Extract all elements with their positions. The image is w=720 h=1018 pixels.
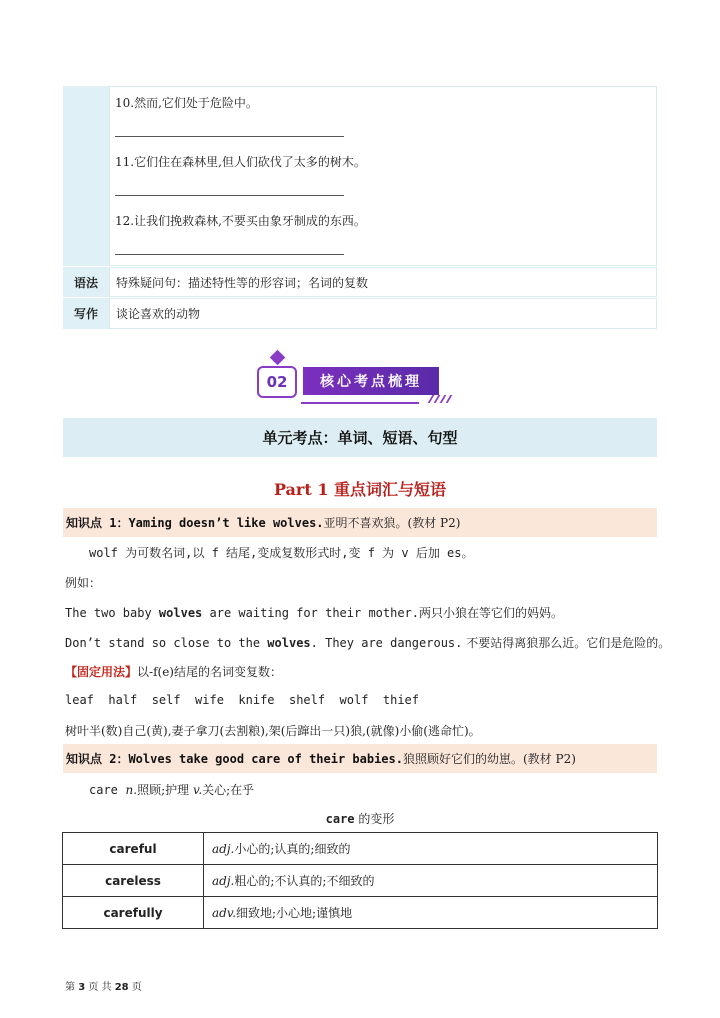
sentence-12: 12.让我们挽救森林,不要买由象牙制成的东西。	[115, 214, 366, 228]
knowledge-point-1	[63, 508, 657, 537]
answer-line-12	[115, 254, 344, 255]
part-title: Part 1 重点词汇与短语	[273, 480, 447, 499]
total-pages: 28	[114, 982, 129, 993]
care-word: care	[89, 783, 118, 797]
ex2-keyword: wolves	[267, 636, 311, 650]
fixed-usage-text: 以-f(e)结尾的名词变复数：	[137, 665, 282, 679]
example-1	[65, 604, 563, 621]
badge-diamond-icon	[270, 350, 286, 366]
kp1-desc: 亚明不喜欢狼。(教材 P2)	[323, 516, 461, 530]
page-number: 3	[78, 982, 86, 993]
grammar-text: 特殊疑问句：描述特性等的形容词；名词的复数	[109, 267, 657, 297]
footer-text: 页 共	[85, 982, 115, 993]
meaning-cell	[204, 833, 658, 865]
sentence-11: 11.它们住在森林里,但人们砍伐了太多的树木。	[115, 155, 366, 169]
category-cell-blank	[63, 86, 109, 266]
ex2-translation: 不要站得离狼那么近。它们是危险的。	[462, 636, 671, 650]
kp2-desc: 狼照顾好它们的幼崽。(教材 P2)	[403, 752, 576, 766]
care-definition	[89, 781, 254, 798]
sentence-cell	[109, 86, 657, 266]
caption-text: 的变形	[354, 812, 395, 826]
mnemonic: 树叶半(数)自己(黄),妻子拿刀(去割粮),架(后蹿出一只)狼,(就像)小偷(逃命忙)。	[65, 724, 481, 738]
fixed-usage	[65, 663, 282, 680]
meaning-cell	[204, 897, 658, 929]
table-row	[63, 833, 658, 865]
kp1-note: wolf 为可数名词,以 f 结尾,变成复数形式时,变 f 为 v 后加 es。	[89, 546, 474, 560]
ex1-keyword: wolves	[158, 606, 203, 620]
page-footer	[65, 978, 142, 993]
sentence-10: 10.然而,它们处于危险中。	[115, 96, 258, 110]
kp2-title: 知识点 2：Wolves take good care of their babies.	[66, 752, 403, 766]
ex1-part: are waiting for their mother.	[202, 606, 420, 620]
pos-noun: n.	[125, 783, 138, 797]
word-cell: careful	[63, 833, 204, 865]
fixed-usage-label: 【固定用法】	[65, 665, 138, 679]
unit-banner: 单元考点：单词、短语、句型	[63, 418, 657, 457]
word-cell: careless	[63, 865, 204, 897]
ex1-translation: 两只小狼在等它们的妈妈。	[419, 606, 564, 620]
answer-line-10	[115, 136, 344, 137]
top-table	[63, 86, 657, 329]
noun-meaning: 照顾;护理	[137, 783, 190, 797]
verb-meaning: 关心;在乎	[202, 783, 255, 797]
ex2-part: . They are dangerous.	[310, 636, 463, 650]
meaning: 小心的;认真的;细致的	[234, 842, 351, 856]
writing-text: 谈论喜欢的动物	[109, 298, 657, 329]
care-forms-table	[62, 832, 658, 929]
pos: adj.	[212, 842, 235, 856]
caption-word: care	[325, 812, 355, 826]
ex1-part: The two baby	[65, 606, 159, 620]
f-words-list: leaf half self wife knife shelf wolf thief	[65, 693, 420, 707]
section-title: 核心考点梳理	[303, 367, 439, 395]
meaning: 细致地;小心地;谨慎地	[236, 906, 353, 920]
knowledge-point-2	[63, 744, 657, 773]
writing-label: 写作	[63, 298, 109, 329]
pos: adv.	[212, 906, 237, 920]
footer-text: 页	[128, 982, 142, 993]
pos-verb: v.	[192, 783, 203, 797]
grammar-label: 语法	[63, 267, 109, 297]
table-row	[63, 897, 658, 929]
pos: adj.	[212, 874, 235, 888]
table-row	[63, 865, 658, 897]
section-number: 02	[257, 366, 297, 398]
ex2-part: Don’t stand so close to the	[65, 636, 268, 650]
example-label: 例如：	[65, 576, 102, 590]
meaning: 粗心的;不认真的;不细致的	[234, 874, 375, 888]
care-table-caption	[0, 810, 720, 827]
example-2	[65, 634, 670, 651]
footer-text: 第	[65, 982, 79, 993]
badge-underline	[301, 402, 419, 404]
meaning-cell	[204, 865, 658, 897]
badge-dash-icon	[446, 395, 453, 403]
kp1-title: 知识点 1：Yaming doesn’t like wolves.	[66, 516, 324, 530]
answer-line-11	[115, 195, 344, 196]
word-cell: carefully	[63, 897, 204, 929]
